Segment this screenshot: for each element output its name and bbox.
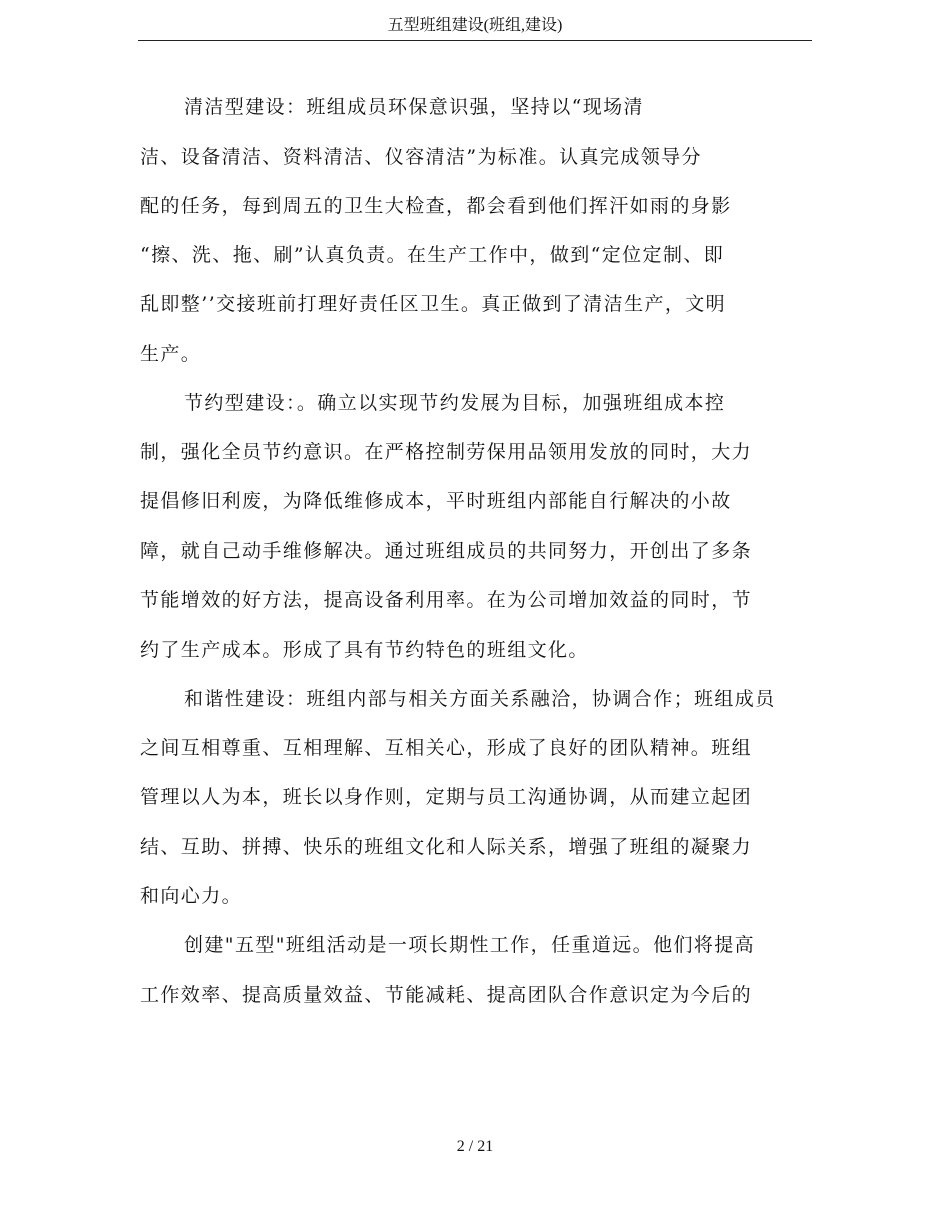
paragraph-line: 节能增效的好方法，提高设备利用率。在为公司增加效益的同时，节 [140,589,753,611]
document-title: 五型班组建设(班组,建设) [387,17,563,34]
paragraph-line: 清洁型建设：班组成员环保意识强，坚持以“现场清 [184,96,644,118]
paragraph-line: 障，就自己动手维修解决。通过班组成员的共同努力，开创出了多条 [140,540,753,562]
paragraph-line: 约了生产成本。形成了具有节约特色的班组文化。 [140,639,589,661]
paragraph-line: 工作效率、提高质量效益、节能减耗、提高团队合作意识定为今后的 [140,984,753,1006]
paragraph-line: 结、互助、拼搏、快乐的班组文化和人际关系，增强了班组的凝聚力 [140,836,753,858]
paragraph-line: 生产。 [140,343,202,365]
paragraph-line: “擦、洗、拖、刷”认真负责。在生产工作中，做到“定位定制、即 [140,244,725,266]
page-header [138,0,812,41]
paragraph-line: 提倡修旧利废，为降低维修成本，平时班组内部能自行解决的小故 [140,490,732,512]
paragraph-line: 洁、设备清洁、资料清洁、仪容清洁”为标准。认真完成领导分 [140,146,702,168]
paragraph-line: 和谐性建设：班组内部与相关方面关系融洽，协调合作；班组成员 [184,688,776,710]
paragraph-line: 创建"五型"班组活动是一项长期性工作，任重道远。他们将提高 [184,934,756,956]
paragraph-line: 之间互相尊重、互相理解、互相关心，形成了良好的团队精神。班组 [140,737,753,759]
paragraph-line: 配的任务，每到周五的卫生大检查，都会看到他们挥汗如雨的身影 [140,195,732,217]
paragraph-line: 和向心力。 [140,885,243,907]
page-number: 2 / 21 [456,1138,494,1155]
paragraph-line: 节约型建设：。确立以实现节约发展为目标，加强班组成本控 [184,392,726,414]
paragraph-line: 乱即整’’交接班前打理好责任区卫生。真正做到了清洁生产，文明 [140,293,727,315]
paragraph-line: 管理以人为本，班长以身作则，定期与员工沟通协调，从而建立起团 [140,786,753,808]
paragraph-line: 制，强化全员节约意识。在严格控制劳保用品领用发放的同时，大力 [140,441,753,463]
